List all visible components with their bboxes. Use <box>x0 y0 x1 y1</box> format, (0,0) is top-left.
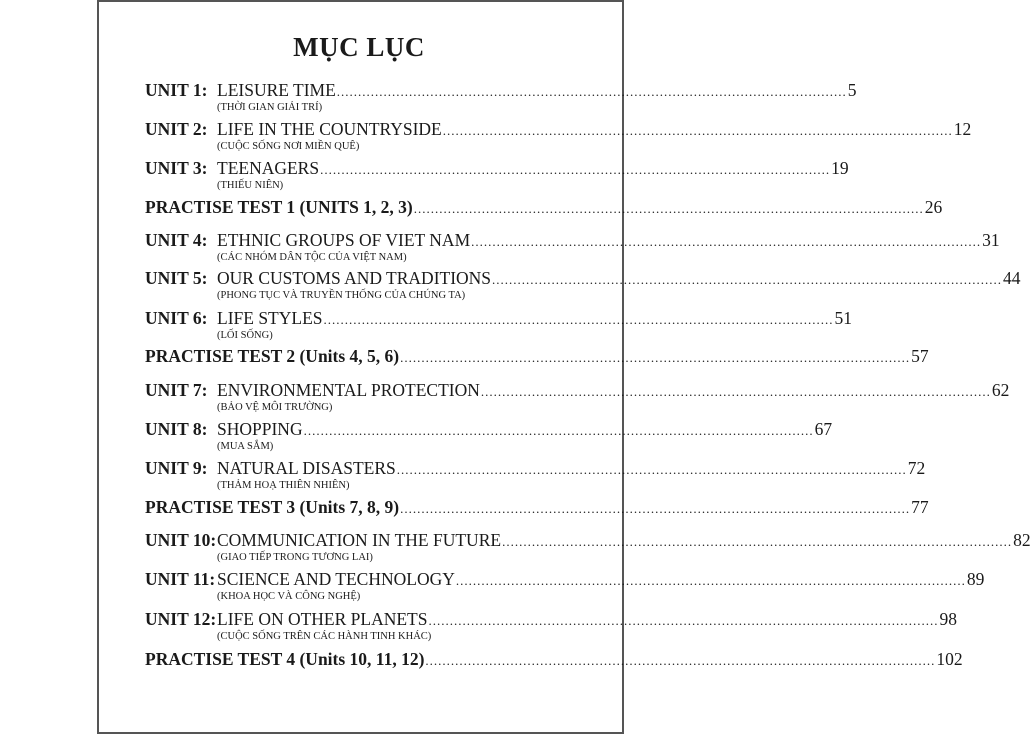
page-number: 19 <box>831 158 849 178</box>
toc-unit-entry <box>145 80 857 102</box>
toc-unit-entry <box>145 380 1010 402</box>
entry-title: TEENAGERS <box>217 158 320 178</box>
entry-title: PRACTISE TEST 1 (UNITS 1, 2, 3) <box>145 197 413 217</box>
dot-leader: ........................................................................................................................ <box>442 123 953 138</box>
dot-leader: ........................................................................................................................ <box>396 462 907 477</box>
unit-label: UNIT 1: <box>145 80 208 100</box>
entry-subtitle: (BẢO VỆ MÔI TRƯỜNG) <box>217 402 333 413</box>
page-number: 31 <box>982 230 1000 250</box>
entry-title: COMMUNICATION IN THE FUTURE <box>217 530 502 550</box>
page-number: 57 <box>911 346 929 366</box>
toc-test-entry <box>145 649 963 671</box>
entry-title: ETHNIC GROUPS OF VIET NAM <box>217 230 471 250</box>
unit-label: UNIT 3: <box>145 158 208 178</box>
dot-leader: ........................................................................................................................ <box>492 272 1003 287</box>
entry-title: NATURAL DISASTERS <box>217 458 396 478</box>
page-number: 62 <box>991 380 1010 400</box>
unit-label: UNIT 10: <box>145 530 217 550</box>
dot-leader: ........................................................................................................................ <box>455 573 966 588</box>
entry-title: PRACTISE TEST 2 (Units 4, 5, 6) <box>145 346 400 366</box>
entry-subtitle: (THỜI GIAN GIẢI TRÍ) <box>217 102 323 113</box>
unit-label: UNIT 6: <box>145 308 208 328</box>
dot-leader: ........................................................................................................................ <box>323 312 834 327</box>
page-number: 72 <box>907 458 926 478</box>
page-number: 44 <box>1003 268 1021 288</box>
unit-label: UNIT 5: <box>145 268 208 288</box>
toc-unit-entry <box>145 609 957 631</box>
toc-unit-entry <box>145 419 833 441</box>
page-number: 77 <box>911 497 929 517</box>
page-number: 67 <box>814 419 833 439</box>
dot-leader: ........................................................................................................................ <box>425 653 936 668</box>
entry-subtitle: (PHONG TỤC VÀ TRUYỀN THỐNG CỦA CHÚNG TA) <box>217 290 466 301</box>
dot-leader: ........................................................................................................................ <box>400 350 911 365</box>
entry-title: LIFE IN THE COUNTRYSIDE <box>217 119 442 139</box>
unit-label: UNIT 12: <box>145 609 217 629</box>
entry-subtitle: (THẢM HOẠ THIÊN NHIÊN) <box>217 480 350 491</box>
entry-title: ENVIRONMENTAL PROTECTION <box>217 380 480 400</box>
entry-title: PRACTISE TEST 4 (Units 10, 11, 12) <box>145 649 425 669</box>
entry-title: SHOPPING <box>217 419 303 439</box>
dot-leader: ........................................................................................................................ <box>320 162 831 177</box>
page-number: 98 <box>939 609 957 629</box>
toc-unit-entry <box>145 119 972 141</box>
page-number: 51 <box>834 308 852 328</box>
entry-title: OUR CUSTOMS AND TRADITIONS <box>217 268 492 288</box>
entry-title: SCIENCE AND TECHNOLOGY <box>217 569 455 589</box>
toc-unit-entry <box>145 268 1021 290</box>
unit-label: UNIT 2: <box>145 119 208 139</box>
page-number: 5 <box>847 80 857 100</box>
page-number: 12 <box>953 119 972 139</box>
entry-title: LIFE STYLES <box>217 308 323 328</box>
entry-subtitle: (CUỘC SỐNG TRÊN CÁC HÀNH TINH KHÁC) <box>217 631 432 642</box>
toc-unit-entry <box>145 230 1000 252</box>
page-number: 102 <box>936 649 963 669</box>
dot-leader: ........................................................................................................................ <box>471 234 982 249</box>
toc-unit-entry <box>145 458 926 480</box>
toc-unit-entry <box>145 569 985 591</box>
dot-leader: ........................................................................................................................ <box>428 613 939 628</box>
page-title: MỤC LỤC <box>293 32 425 62</box>
toc-unit-entry <box>145 158 849 180</box>
dot-leader: ........................................................................................................................ <box>413 201 924 216</box>
toc-test-entry <box>145 346 929 368</box>
page-number: 82 <box>1013 530 1031 550</box>
toc-unit-entry <box>145 530 1031 552</box>
page-number: 89 <box>966 569 985 589</box>
entry-subtitle: (CÁC NHÓM DÂN TỘC CỦA VIỆT NAM) <box>217 252 407 263</box>
entry-subtitle: (LỐI SỐNG) <box>217 330 273 341</box>
entry-title: LEISURE TIME <box>217 80 336 100</box>
toc-test-entry <box>145 197 943 219</box>
unit-label: UNIT 9: <box>145 458 208 478</box>
dot-leader: ........................................................................................................................ <box>303 423 814 438</box>
dot-leader: ........................................................................................................................ <box>480 384 991 399</box>
dot-leader: ........................................................................................................................ <box>336 84 847 99</box>
entry-subtitle: (THIẾU NIÊN) <box>217 180 284 191</box>
entry-title: LIFE ON OTHER PLANETS <box>217 609 428 629</box>
unit-label: UNIT 8: <box>145 419 208 439</box>
entry-subtitle: (GIAO TIẾP TRONG TƯƠNG LAI) <box>217 552 373 563</box>
unit-label: UNIT 11: <box>145 569 216 589</box>
unit-label: UNIT 4: <box>145 230 208 250</box>
entry-subtitle: (CUỘC SỐNG NƠI MIỀN QUÊ) <box>217 141 360 152</box>
unit-label: UNIT 7: <box>145 380 208 400</box>
page-number: 26 <box>924 197 943 217</box>
entry-subtitle: (MUA SẮM) <box>217 441 274 452</box>
dot-leader: ........................................................................................................................ <box>400 501 911 516</box>
toc-unit-entry <box>145 308 852 330</box>
entry-title: PRACTISE TEST 3 (Units 7, 8, 9) <box>145 497 400 517</box>
dot-leader: ........................................................................................................................ <box>502 534 1013 549</box>
toc-test-entry <box>145 497 929 519</box>
entry-subtitle: (KHOA HỌC VÀ CÔNG NGHỆ) <box>217 591 361 602</box>
